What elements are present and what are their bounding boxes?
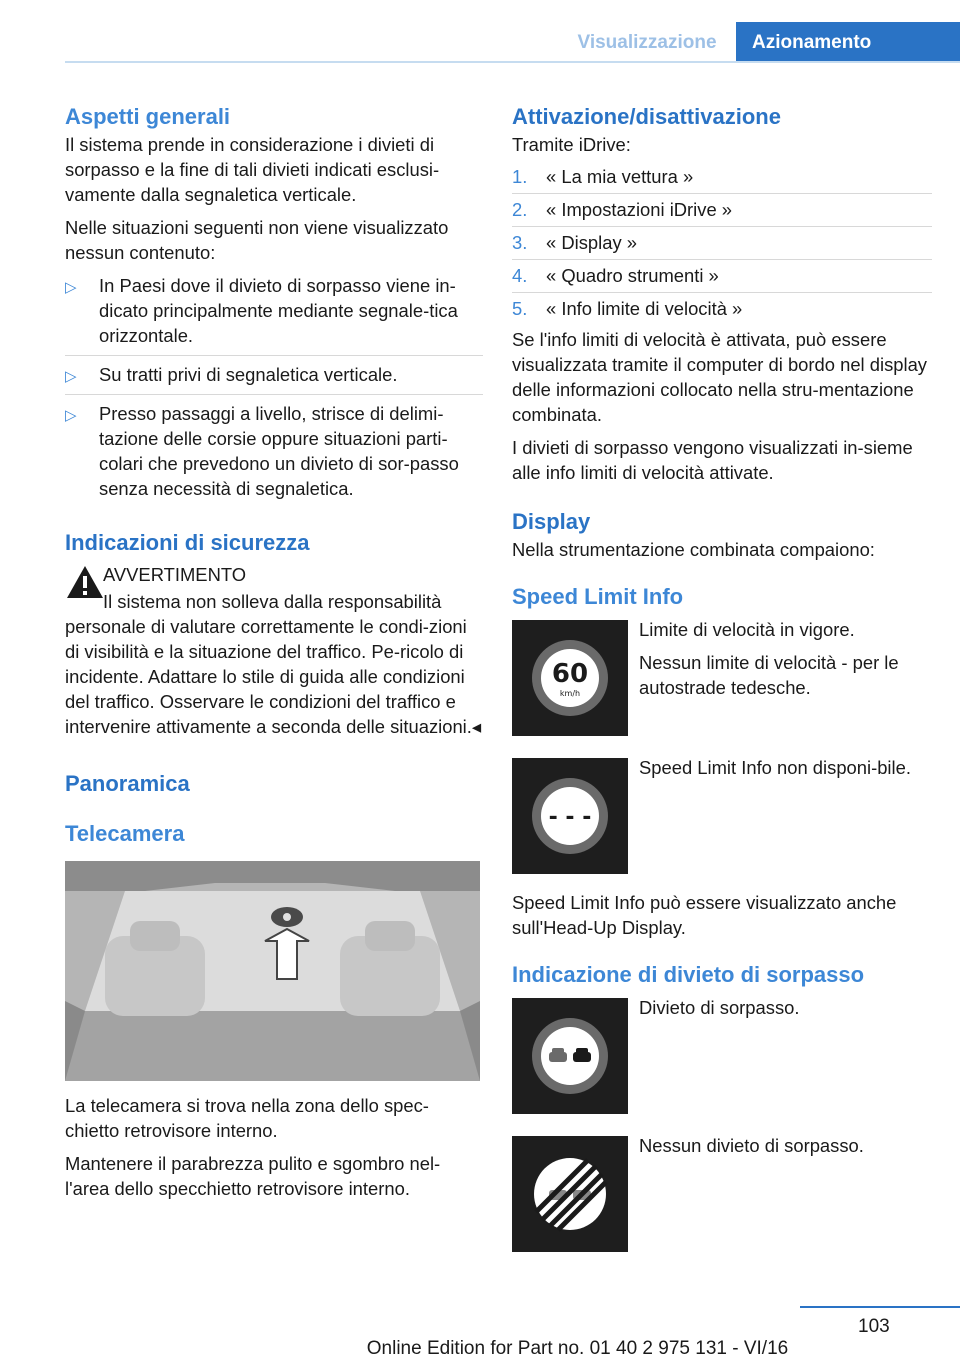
sign1-text-1: Limite di velocità in vigore. — [639, 619, 855, 640]
triangle-bullet-icon: ▷ — [65, 279, 77, 296]
list-item: 2. « Impostazioni iDrive » — [512, 194, 932, 227]
triangle-bullet-icon: ▷ — [65, 407, 77, 424]
footer-divider — [800, 1306, 960, 1308]
sign-description-2 — [639, 755, 929, 780]
paragraph-general-2: Nelle situazioni seguenti non viene visualizzato nessun contenuto: — [65, 217, 449, 263]
warning-title: AVVERTIMENTO — [103, 564, 247, 585]
heading-overview: Panoramica — [65, 771, 190, 796]
paragraph-camera-2: Mantenere il parabrezza pulito e sgombro nel-l'area dello specchietto retrovisore interno. — [65, 1153, 441, 1199]
tab-azionamento[interactable]: Azionamento — [736, 22, 960, 63]
sign-row-end-no-overtaking — [512, 1136, 932, 1274]
list-item: ▷ Su tratti privi di segnaletica verticale. — [65, 356, 483, 395]
left-column — [65, 102, 483, 1201]
warning-block — [65, 562, 483, 739]
list-item: 3. « Display » — [512, 227, 932, 260]
page-number: 103 — [858, 1316, 890, 1337]
paragraph-camera-1: La telecamera si trova nella zona dello spec-chietto retrovisore interno. — [65, 1095, 429, 1141]
speed-limit-60-sign — [512, 620, 628, 736]
triangle-bullet-icon: ▷ — [65, 368, 77, 385]
no-speed-limit-sign-icon — [512, 758, 628, 874]
sign4-text-1: Nessun divieto di sorpasso. — [639, 1135, 864, 1156]
warning-text-first: Il sistema non solleva dalla responsabilità — [103, 591, 442, 612]
list-item: 1. « La mia vettura » — [512, 161, 932, 194]
sign3-text-1: Divieto di sorpasso. — [639, 997, 800, 1018]
sign-description-1 — [639, 617, 929, 700]
end-no-overtaking-icon — [512, 1136, 628, 1252]
paragraph-idrive: Tramite iDrive: — [512, 134, 631, 155]
svg-text:60: 60 — [551, 659, 589, 689]
paragraph-display: Nella strumentazione combinata compaiono: — [512, 539, 875, 560]
sign-row-not-available — [512, 758, 932, 890]
end-no-overtaking-sign — [512, 1136, 628, 1252]
heading-speed-limit-info: Speed Limit Info — [512, 584, 684, 609]
svg-text:- - -: - - - — [548, 805, 592, 830]
right-column — [512, 102, 932, 1274]
list-item: ▷ Presso passaggi a livello, strisce di delimi-tazione delle corsie oppure situazioni parti-colari che prevedono un divieto di sor-passo senza necessità di segnaletica. — [65, 403, 459, 499]
sign-description-3 — [639, 995, 929, 1020]
conditions-list — [65, 267, 483, 508]
heading-overtake: Indicazione di divieto di sorpasso — [512, 962, 865, 987]
sign-row-no-overtaking — [512, 998, 932, 1136]
heading-safety: Indicazioni di sicurezza — [65, 530, 310, 555]
camera-image — [65, 861, 480, 1081]
paragraph-after-1: Se l'info limiti di velocità è attivata, può essere visualizzata tramite il computer di bordo nel display delle informazioni collocato nella stru-mentazione combinata. — [512, 329, 928, 425]
list-item: 5. « Info limite di velocità » — [512, 298, 743, 319]
warning-icon — [65, 564, 105, 600]
footer-edition: Online Edition for Part no. 01 40 2 975 131 - VI/16 — [366, 1338, 789, 1359]
speed-limit-unavailable-sign — [512, 758, 628, 874]
warning-text: personale di valutare correttamente le condi-zioni di visibilità e la situazione del traffico. Pe-ricolo di incidente. Adattare lo stile di guida alle condizioni del traffico. Osservare le condizioni del traffico e intervenire attivamente a seconda delle situazioni.◂ — [65, 616, 482, 737]
idrive-steps — [512, 161, 932, 325]
header-divider — [65, 61, 960, 63]
speed-limit-sign-icon — [512, 620, 628, 736]
svg-text:km/h: km/h — [559, 689, 581, 698]
paragraph-after-2: I divieti di sorpasso vengono visualizzati in-sieme alle info limiti di velocità attivate. — [512, 437, 913, 483]
heading-display: Display — [512, 509, 591, 534]
paragraph-hud: Speed Limit Info può essere visualizzato anche sull'Head-Up Display. — [512, 892, 897, 938]
tab-visualizzazione[interactable]: Visualizzazione — [577, 32, 717, 53]
heading-general: Aspetti generali — [65, 104, 231, 129]
heading-camera: Telecamera — [65, 821, 185, 846]
sign1-text-2: Nessun limite di velocità - per le autostrade tedesche. — [639, 652, 899, 698]
list-item: 4. « Quadro strumenti » — [512, 260, 932, 293]
no-overtaking-icon — [512, 998, 628, 1114]
paragraph-general-1: Il sistema prende in considerazione i divieti di sorpasso e la fine di tali divieti indicati esclusi-vamente dalla segnaletica verticale. — [65, 134, 440, 205]
sign-row-speed-limit — [512, 620, 932, 758]
sign2-text-1: Speed Limit Info non disponi-bile. — [639, 757, 911, 778]
camera-illustration-icon — [65, 861, 480, 1081]
sign-description-4 — [639, 1133, 929, 1158]
list-item: ▷ In Paesi dove il divieto di sorpasso viene in-dicato principalmente mediante segnale-tica orizzontale. — [65, 267, 483, 356]
no-overtaking-sign — [512, 998, 628, 1114]
heading-activation: Attivazione/disattivazione — [512, 104, 781, 129]
